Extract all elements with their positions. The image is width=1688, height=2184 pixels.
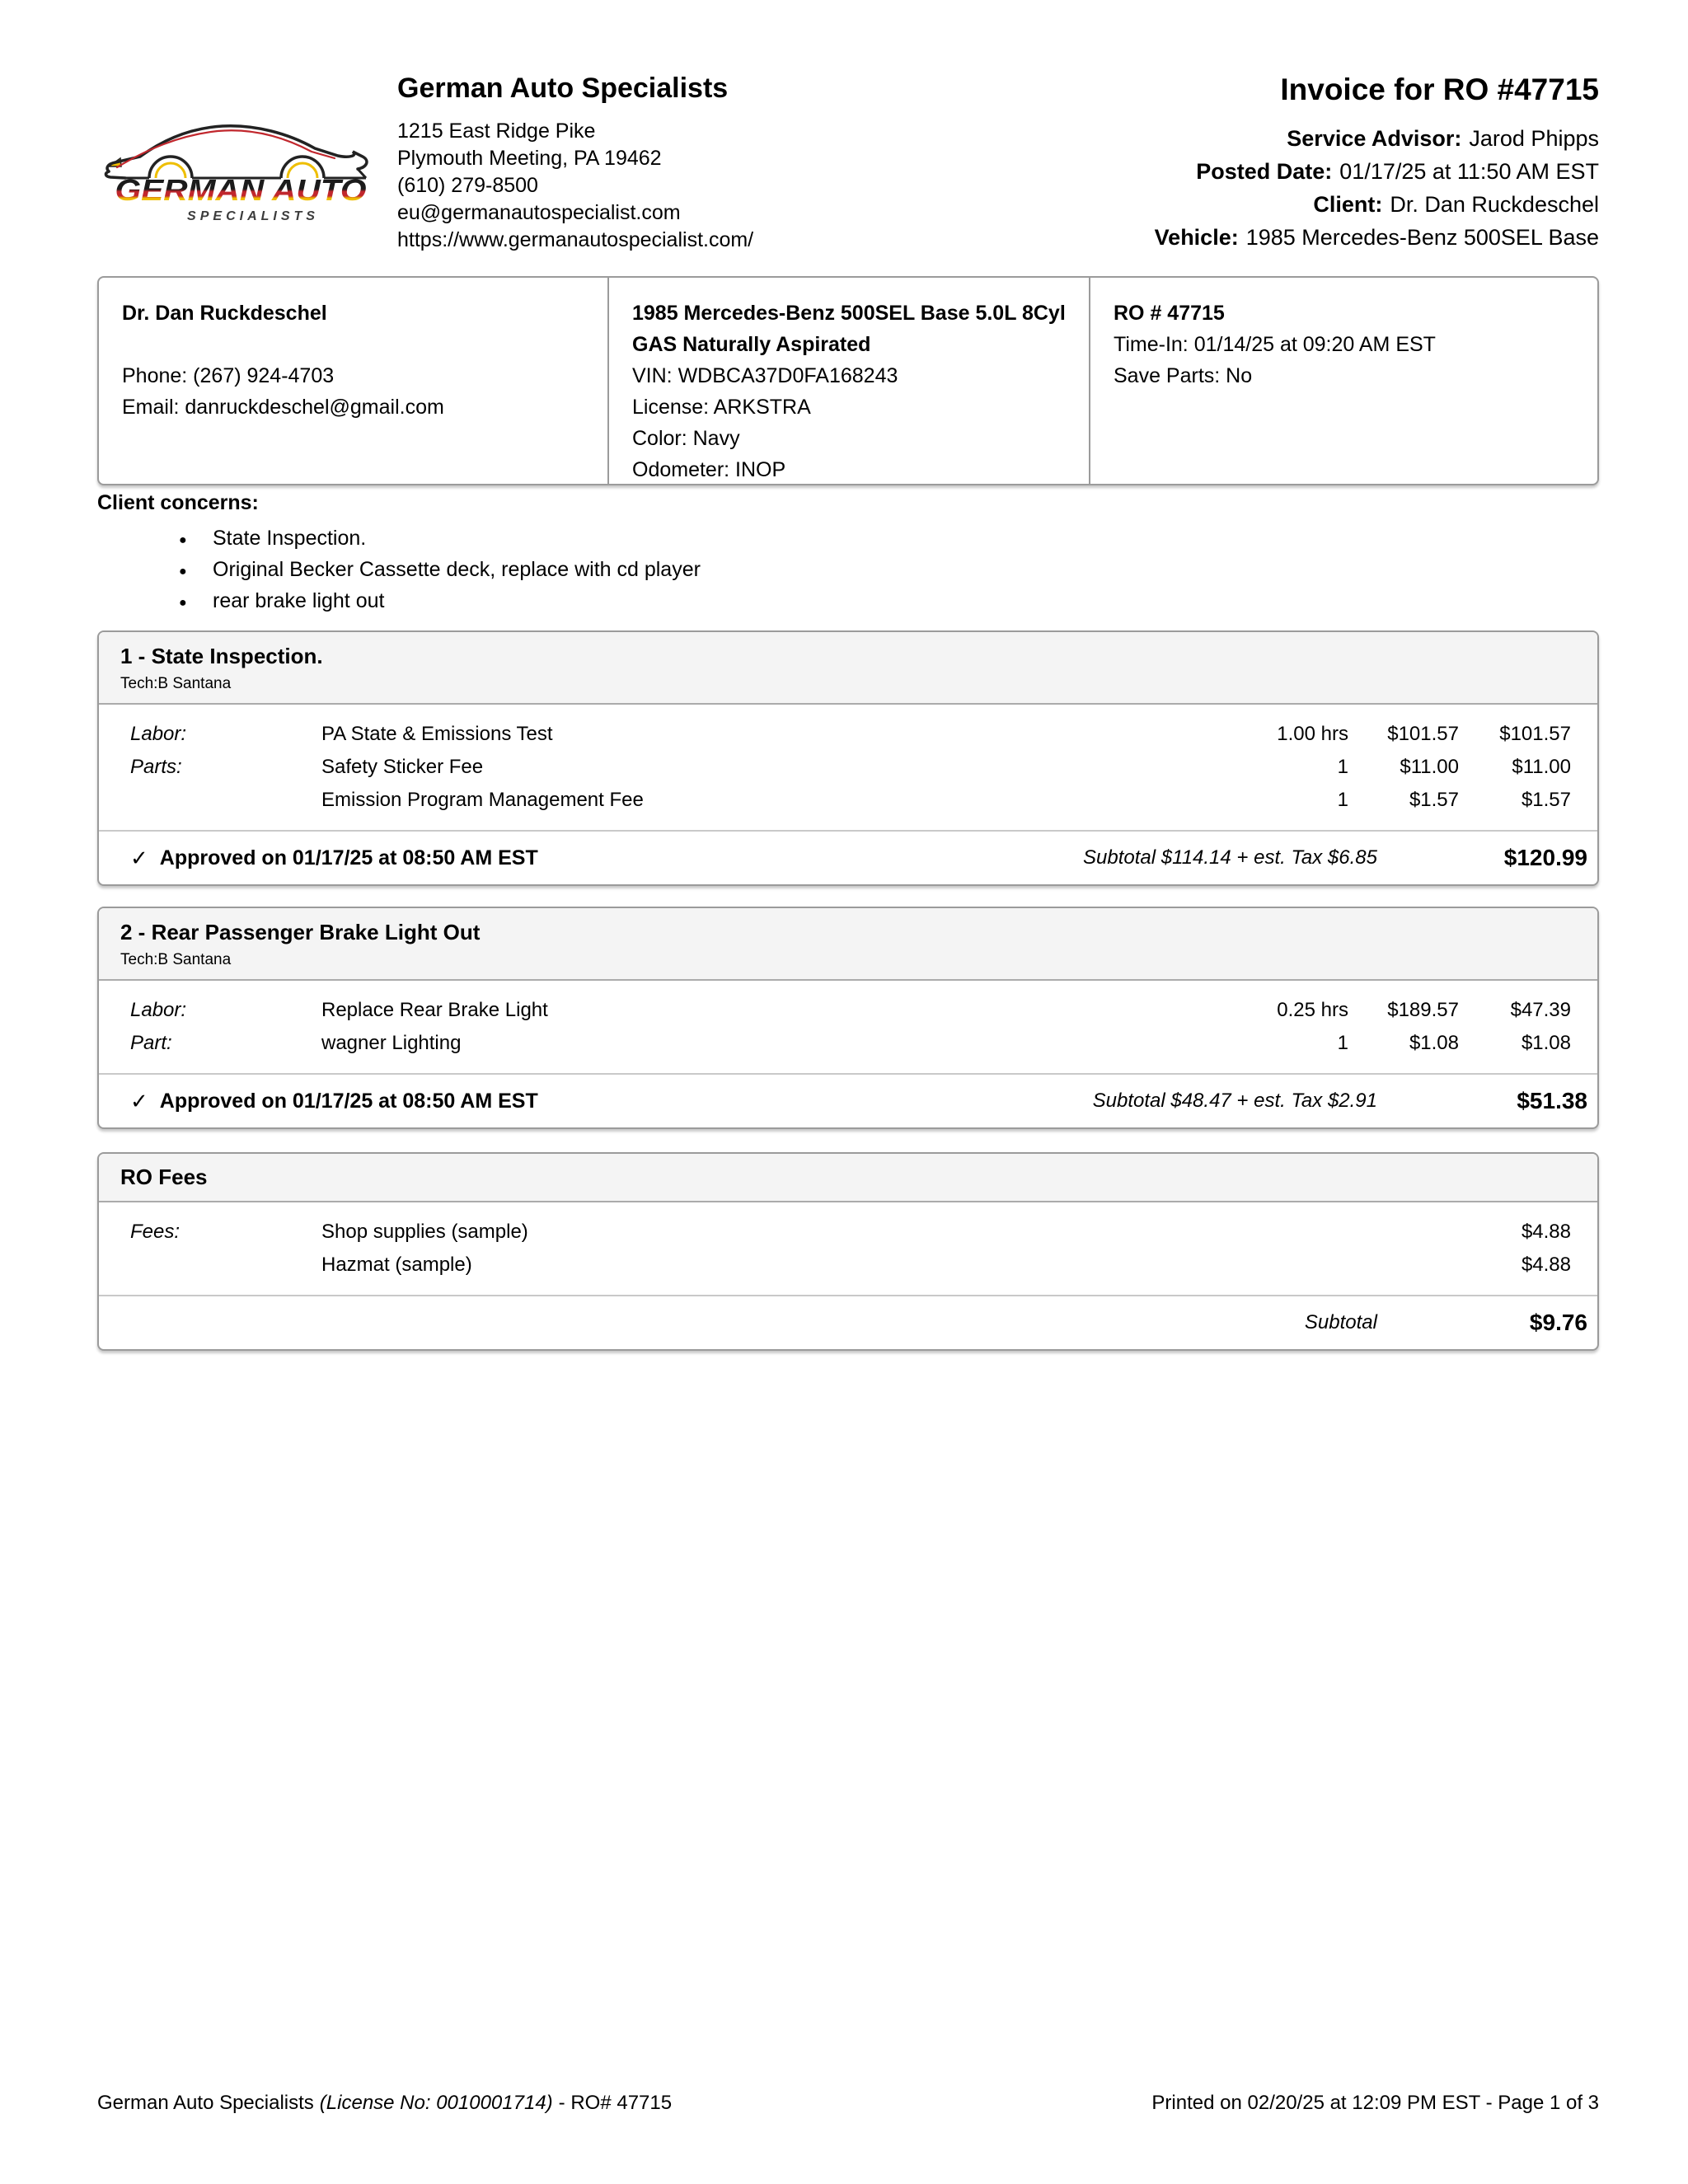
client-email: Email: danruckdeschel@gmail.com xyxy=(122,396,444,419)
company-phone: (610) 279-8500 xyxy=(397,174,538,197)
bullet-icon: ● xyxy=(179,596,187,610)
row-description: Replace Rear Brake Light xyxy=(321,999,548,1021)
row-total: $4.88 xyxy=(1521,1221,1571,1243)
row-unit-price: $1.08 xyxy=(1409,1032,1459,1054)
client-phone: Phone: (267) 924-4703 xyxy=(122,364,335,387)
subtotal-label: Subtotal xyxy=(1304,1311,1377,1333)
car-logo-icon xyxy=(101,120,381,232)
client-value: Dr. Dan Ruckdeschel xyxy=(1390,192,1599,217)
row-label: Labor: xyxy=(130,999,187,1021)
client-concerns-label: Client concerns: xyxy=(97,491,259,514)
page-footer xyxy=(97,2092,1599,2115)
row-total: $4.88 xyxy=(1521,1254,1571,1276)
service-2-footer xyxy=(99,1073,1597,1127)
ro-fees-title: RO Fees xyxy=(120,1165,208,1189)
row-quantity: 0.25 hrs xyxy=(1277,999,1348,1021)
row-label: Fees: xyxy=(130,1221,181,1243)
check-icon: ✓ xyxy=(130,845,148,870)
service-row xyxy=(130,723,1571,746)
footer-company: German Auto Specialists xyxy=(97,2092,314,2114)
service-1-header xyxy=(99,632,1597,705)
concern-text: Original Becker Cassette deck, replace with cd player xyxy=(213,558,701,581)
spacer xyxy=(122,329,584,360)
service-2-tech: Tech:B Santana xyxy=(120,951,232,968)
row-quantity: 1 xyxy=(1337,1032,1348,1054)
concern-item xyxy=(97,557,1334,582)
row-description: Safety Sticker Fee xyxy=(321,756,484,778)
fees-total: $9.76 xyxy=(1529,1310,1587,1335)
ro-fees-footer xyxy=(99,1295,1597,1349)
row-quantity: 1 xyxy=(1337,789,1348,811)
invoice-header xyxy=(1155,73,1599,254)
footer-license: (License No: 0010001714) xyxy=(319,2092,553,2114)
summary-table xyxy=(97,276,1599,485)
ro-number: RO # 47715 xyxy=(1114,302,1225,325)
row-label: Parts: xyxy=(130,756,182,778)
vehicle-label: Vehicle: xyxy=(1154,225,1239,250)
row-label: Labor: xyxy=(130,723,187,745)
service-row xyxy=(130,756,1571,779)
vehicle-license: License: ARKSTRA xyxy=(632,396,811,419)
row-total: $11.00 xyxy=(1512,756,1571,778)
service-advisor-value: Jarod Phipps xyxy=(1469,126,1599,151)
subtotal-note: Subtotal $48.47 + est. Tax $2.91 xyxy=(1092,1090,1377,1112)
row-unit-price: $101.57 xyxy=(1387,723,1459,745)
company-email: eu@germanautospecialist.com xyxy=(397,201,681,224)
section-total: $51.38 xyxy=(1517,1088,1587,1113)
approval-status: Approved on 01/17/25 at 08:50 AM EST xyxy=(159,846,538,869)
vehicle-title: 1985 Mercedes-Benz 500SEL Base 5.0L 8Cyl GAS Naturally Aspirated xyxy=(632,302,1066,356)
footer-left xyxy=(97,2092,678,2115)
service-1-items xyxy=(99,705,1597,830)
company-address-line2: Plymouth Meeting, PA 19462 xyxy=(397,147,662,170)
company-name: German Auto Specialists xyxy=(397,73,729,104)
row-description: Emission Program Management Fee xyxy=(321,789,644,811)
section-total: $120.99 xyxy=(1503,845,1587,870)
company-address-line1: 1215 East Ridge Pike xyxy=(397,120,596,143)
ro-time-in: Time-In: 01/14/25 at 09:20 AM EST xyxy=(1114,333,1436,356)
service-2-title: 2 - Rear Passenger Brake Light Out xyxy=(120,920,481,944)
vehicle-line xyxy=(1155,221,1599,254)
client-info-cell xyxy=(99,278,607,484)
concern-list xyxy=(97,526,1334,613)
fee-row xyxy=(130,1254,1571,1277)
row-description: PA State & Emissions Test xyxy=(321,723,553,745)
client-label: Client: xyxy=(1313,192,1383,217)
row-total: $101.57 xyxy=(1499,723,1571,745)
logo-title: GERMAN AUTO xyxy=(115,173,367,207)
subtotal-note: Subtotal $114.14 + est. Tax $6.85 xyxy=(1083,846,1377,869)
company-website: https://www.germanautospecialist.com/ xyxy=(397,228,754,251)
posted-date-line xyxy=(1155,155,1599,188)
concern-item xyxy=(97,526,1334,551)
ro-info-cell xyxy=(1089,278,1597,484)
concern-text: State Inspection. xyxy=(213,527,367,550)
row-description: Hazmat (sample) xyxy=(321,1254,472,1276)
check-icon: ✓ xyxy=(130,1088,148,1113)
row-unit-price: $11.00 xyxy=(1400,756,1459,778)
client-concerns xyxy=(97,491,1334,620)
row-description: wagner Lighting xyxy=(321,1032,462,1054)
service-advisor-label: Service Advisor: xyxy=(1287,126,1462,151)
service-advisor-line xyxy=(1155,122,1599,155)
client-name: Dr. Dan Ruckdeschel xyxy=(122,302,327,325)
service-1-tech: Tech:B Santana xyxy=(120,675,232,692)
concern-item xyxy=(97,588,1334,613)
bullet-icon: ● xyxy=(179,565,187,579)
service-2-items xyxy=(99,981,1597,1073)
approval-status: Approved on 01/17/25 at 08:50 AM EST xyxy=(159,1089,538,1113)
row-unit-price: $189.57 xyxy=(1387,999,1459,1021)
footer-ro: - RO# 47715 xyxy=(558,2092,673,2114)
row-total: $1.08 xyxy=(1521,1032,1571,1054)
posted-date-value: 01/17/25 at 11:50 AM EST xyxy=(1339,159,1599,184)
row-quantity: 1.00 hrs xyxy=(1277,723,1348,745)
client-line xyxy=(1155,188,1599,221)
service-row xyxy=(130,1032,1571,1055)
concern-text: rear brake light out xyxy=(213,589,385,612)
vehicle-value: 1985 Mercedes-Benz 500SEL Base xyxy=(1245,225,1599,250)
invoice-title: Invoice for RO #47715 xyxy=(1280,73,1599,106)
service-section-1 xyxy=(97,630,1599,886)
bullet-icon: ● xyxy=(179,533,187,547)
row-unit-price: $1.57 xyxy=(1409,789,1459,811)
row-quantity: 1 xyxy=(1337,756,1348,778)
row-description: Shop supplies (sample) xyxy=(321,1221,528,1243)
service-row xyxy=(130,999,1571,1022)
company-info xyxy=(397,73,753,254)
vehicle-color: Color: Navy xyxy=(632,427,740,450)
service-2-header xyxy=(99,908,1597,981)
service-row xyxy=(130,789,1571,812)
ro-fees-items xyxy=(99,1202,1597,1295)
ro-fees-header xyxy=(99,1154,1597,1202)
row-label: Part: xyxy=(130,1032,172,1054)
company-logo xyxy=(101,120,381,232)
vehicle-vin: VIN: WDBCA37D0FA168243 xyxy=(632,364,898,387)
vehicle-info-cell xyxy=(607,278,1089,484)
service-1-footer xyxy=(99,830,1597,884)
service-1-title: 1 - State Inspection. xyxy=(120,644,323,668)
service-section-2 xyxy=(97,907,1599,1129)
logo-subtitle: SPECIALISTS xyxy=(187,209,319,223)
row-total: $47.39 xyxy=(1510,999,1571,1021)
ro-fees-section xyxy=(97,1152,1599,1351)
footer-print-info: Printed on 02/20/25 at 12:09 PM EST - Page 1 of 3 xyxy=(1151,2092,1599,2114)
fee-row xyxy=(130,1221,1571,1244)
vehicle-odometer: Odometer: INOP xyxy=(632,458,786,481)
ro-save-parts: Save Parts: No xyxy=(1114,364,1253,387)
posted-date-label: Posted Date: xyxy=(1196,159,1333,184)
row-total: $1.57 xyxy=(1521,789,1571,811)
